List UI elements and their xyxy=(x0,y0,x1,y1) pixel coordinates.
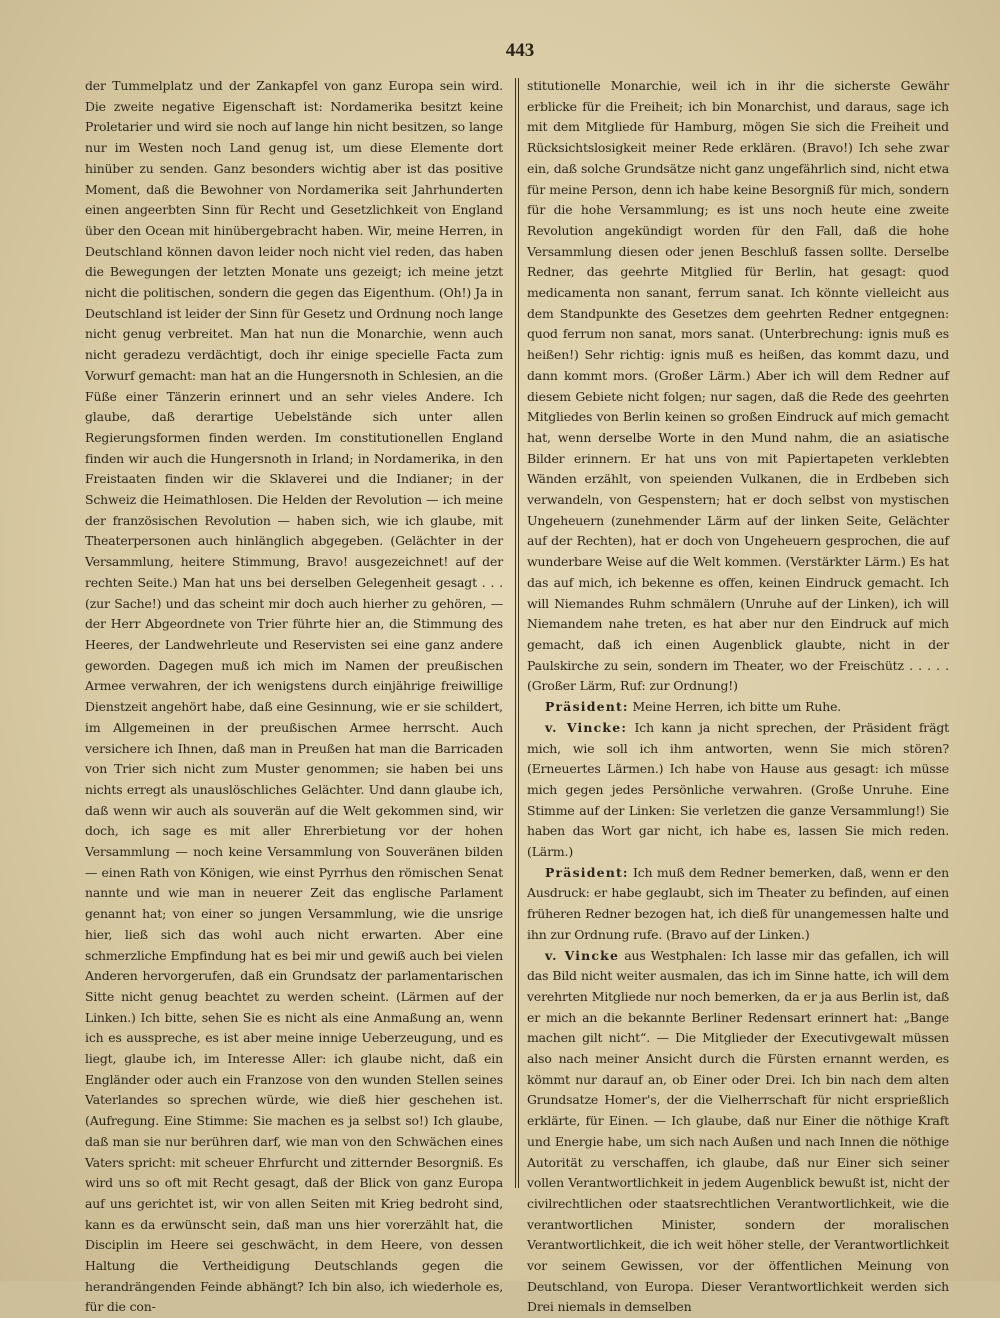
speech-text: aus Westphalen: Ich lasse mir das gefallen, ich will das Bild nicht weiter ausmalen, das ich im Sinne hatte, ich will dem verehrten Mitgliede nur noch bemerken, da er ja aus Berlin ist, daß er mich an die bekannte Berliner Redensart erinnert hat: „Bange machen gilt nicht“. — Die Mitglieder der Executivgewalt müssen also nach meiner Ansicht durch die Fürsten ernannt werden, es kömmt nur darauf an, ob Einer oder Drei. Ich bin nach dem alten Grundsatze Homer's, der die Vielherrschaft für nicht ersprießlich erklärte, für Einen. — Ich glaube, daß nur Einer die nöthige Kraft und Energie habe, um sich nach Außen und nach Innen die nöthige Autorität zu verschaffen, ich glaube, daß nur Einer sich seiner vollen Verantwortlichkeit in jedem Augenblick bewußt ist, nicht der civilrechtlichen oder staatsrechtlichen Verantwortlichkeit, wie die verantwortlichen Minister, sondern der moralischen Verantwortlichkeit, die ich weit höher stelle, der Verantwortlichkeit vor seinem Gewissen, vor der öffentlichen Meinung von Deutschland, von Europa. Dieser Verantwortlichkeit werden sich Drei niemals in demselben xyxy=(527,947,949,1315)
paragraph: stitutionelle Monarchie, weil ich in ihr die sicherste Gewähr erblicke für die Freiheit; ich bin Monarchist, und daraus, sage ich mit dem Mitgliede für Hamburg, mögen Sie sich die Freiheit und Rücksichtslosigkeit meiner Rede erklären. (Bravo!) Ich sehe zwar ein, daß solche Grundsätze nicht ganz ungefährlich sind, nicht etwa für meine Person, denn ich habe keine Besorgniß für mich, sondern für die hohe Versammlung; es ist uns noch heute eine zweite Revolution angekündigt worden für den Fall, daß die hohe Versammlung diesen oder jenen Beschluß fassen sollte. Derselbe Redner, das geehrte Mitglied für Berlin, hat gesagt: quod medicamenta non sanant, ferrum sanat. Ich könnte vielleicht aus dem Standpunkte des Gesetzes dem geehrten Redner entgegnen: quod ferrum non sanat, mors sanat. (Unterbrechung: ignis muß es heißen!) Sehr richtig: ignis muß es heißen, das kommt dazu, und dann kommt mors. (Großer Lärm.) Aber ich will dem Redner auf diesem Gebiete nicht folgen; nur sagen, daß die Rede des geehrten Mitgliedes von Berlin keinen so großen Eindruck auf mich gemacht hat, wenn derselbe Worte in den Mund nahm, die an asiatische Bilder erinnern. Er hat uns von mit Papiertapeten verklebten Wänden erzählt, von speienden Vulkanen, die in Erdbeben sich verwandeln, von Gespenstern; hat er doch selbst von mystischen Ungeheuern (zunehmender Lärm auf der linken Seite, Gelächter auf der Rechten), hat er doch von Ungeheuern gesprochen, die auf wunderbare Weise auf die Welt kommen. (Verstärkter Lärm.) Es hat das auf mich, ich bekenne es offen, keinen Eindruck gemacht. Ich will Niemandes Ruhm schmälern (Unruhe auf der Linken), ich will Niemandem nahe treten, es hat aber nur den Eindruck auf mich gemacht, daß ich einen Augenblick glaubte, nicht in der Paulskirche zu sein, sondern im Theater, wo der Freischütz . . . . . (Großer Lärm, Ruf: zur Ordnung!) xyxy=(527,78,949,694)
speech-text: Ich muß dem Redner bemerken, daß, wenn er den Ausdruck: er habe geglaubt, sich im Theater zu befinden, auf einen früheren Redner bezogen hat, ich dieß für unangemessen halte und ihn zur Ordnung rufe. (Bravo auf der Linken.) xyxy=(527,864,949,942)
paragraph: der Tummelplatz und der Zankapfel von ganz Europa sein wird. Die zweite negative Eigenschaft ist: Nordamerika besitzt keine Proletarier und wird sie noch auf lange hin nicht besitzen, so lange nur im Westen noch Land genug ist, um diese Elemente dort hinüber zu senden. Ganz besonders wichtig aber ist das positive Moment, daß die Bewohner von Nordamerika seit Jahrhunderten einen angeerbten Sinn für Recht und Gesetzlichkeit von England über den Ocean mit hinübergebracht haben. Wir, meine Herren, in Deutschland können davon leider noch nicht viel reden, das haben die Bewegungen der letzten Monate uns gezeigt; ich meine jetzt nicht die politischen, sondern die gegen das Eigenthum. (Oh!) Ja in Deutschland ist leider der Sinn für Gesetz und Ordnung noch lange nicht genug verbreitet. Man hat nun die Monarchie, wenn auch nicht geradezu verdächtigt, doch ihr einige specielle Facta zum Vorwurf gemacht: man hat an die Hungersnoth in Schlesien, an die Füße einer Tänzerin erinnert und an sehr vieles Andere. Ich glaube, daß derartige Uebelstände sich unter allen Regierungsformen finden werden. Im constitutionellen England finden wir auch die Hungersnoth in Irland; in Nordamerika, in den Freistaaten finden wir die Sklaverei und die Indianer; in der Schweiz die Heimathlosen. Die Helden der Revolution — ich meine der französischen Revolution — haben sich, wie ich glaube, mit Theaterpersonen auch hinlänglich abgegeben. (Gelächter in der Versammlung, heitere Stimmung, Bravo! ausgezeichnet! auf der rechten Seite.) Man hat uns bei derselben Gelegenheit gesagt . . . (zur Sache!) und das scheint mir doch auch hierher zu gehören, — der Herr Abgeordnete von Trier führte hier an, die Stimmung des Heeres, der Landwehrleute und Reservisten sei eine ganz andere geworden. Dagegen muß ich mich im Namen der preußischen Armee verwahren, der ich wenigstens durch einjährige freiwillige Dienstzeit angehört habe, daß eine Gesinnung, wie er sie schildert, im Allgemeinen in der preußischen Armee herrscht. Auch versichere ich Ihnen, daß man in Preußen hat man die Barricaden von Trier sich nicht zum Muster genommen; sie haben bei uns nichts erregt als unauslöschliches Gelächter. Und dann glaube ich, daß wenn wir auch als souverän auf die Welt gekommen sind, wir doch, ich sage es mit aller Ehrerbietung vor der hohen Versammlung — noch keine Versammlung von Souveränen bilden — einen Rath von Königen, wie einst Pyrrhus den römischen Senat nannte und wie man in neuerer Zeit das englische Parlament genannt hat; von einer so jungen Versammlung, wie die unsrige hier, ließ sich das wohl auch nicht erwarten. Aber eine schmerzliche Empfindung hat es bei mir und gewiß auch bei vielen Anderen hervorgerufen, daß ein Grundsatz der parlamentarischen Sitte nicht genug beachtet zu werden scheint. (Lärmen auf der Linken.) Ich bitte, sehen Sie es nicht als eine Anmaßung an, wenn ich es ausspreche, es ist aber meine innige Ueberzeugung, und es liegt, glaube ich, im Interesse Aller: ich glaube nicht, daß ein Engländer oder auch ein Franzose von den wunden Stellen seines Vaterlandes so sprechen würde, wie dieß hier geschehen ist. (Aufregung. Eine Stimme: Sie machen es ja selbst so!) Ich glaube, daß man sie nur berühren darf, wie man von den Schwächen eines Vaters spricht: mit scheuer Ehrfurcht und zitternder Besorgniß. Es wird uns so oft mit Recht gesagt, daß der Blick von ganz Europa auf uns gerichtet ist, wir von allen Seiten mit Krieg bedroht sind, kann es da erwünscht sein, daß man uns hier vorerzählt hat, die Disciplin im Heere sei geschwächt, in dem Heere, von dessen Haltung die Vertheidigung Deutschlands gegen die herandrängenden Feinde abhängt? Ich bin also, ich wiederhole es, für die con- xyxy=(85,78,503,1315)
right-column xyxy=(527,76,949,1318)
speaker-name: Präsident: xyxy=(545,864,629,880)
speech-text: Ich kann ja nicht sprechen, der Präsident frägt mich, wie soll ich ihm antworten, wenn Sie mich stören? (Erneuertes Lärmen.) Ich habe von Hause aus gesagt: ich müsse mich gegen jedes Persönliche verwahren. (Große Unruhe. Eine Stimme auf der Linken: Sie verletzen die ganze Versammlung!) Sie haben das Wort gar nicht, ich habe es, lassen Sie mich reden. (Lärm.) xyxy=(527,719,950,860)
speech-paragraph xyxy=(527,718,949,863)
speaker-name: v. Vincke: xyxy=(545,719,628,735)
speech-paragraph xyxy=(527,863,949,946)
column-divider-inner xyxy=(518,78,519,1188)
page-number: 443 xyxy=(505,40,535,61)
speech-text: Meine Herren, ich bitte um Ruhe. xyxy=(628,699,842,715)
speech-paragraph xyxy=(527,697,949,718)
speech-paragraph xyxy=(527,946,949,1318)
left-column xyxy=(85,76,503,1318)
speaker-name: v. Vincke xyxy=(545,947,620,963)
speaker-name: Präsident: xyxy=(545,699,629,715)
column-divider xyxy=(515,78,516,1188)
